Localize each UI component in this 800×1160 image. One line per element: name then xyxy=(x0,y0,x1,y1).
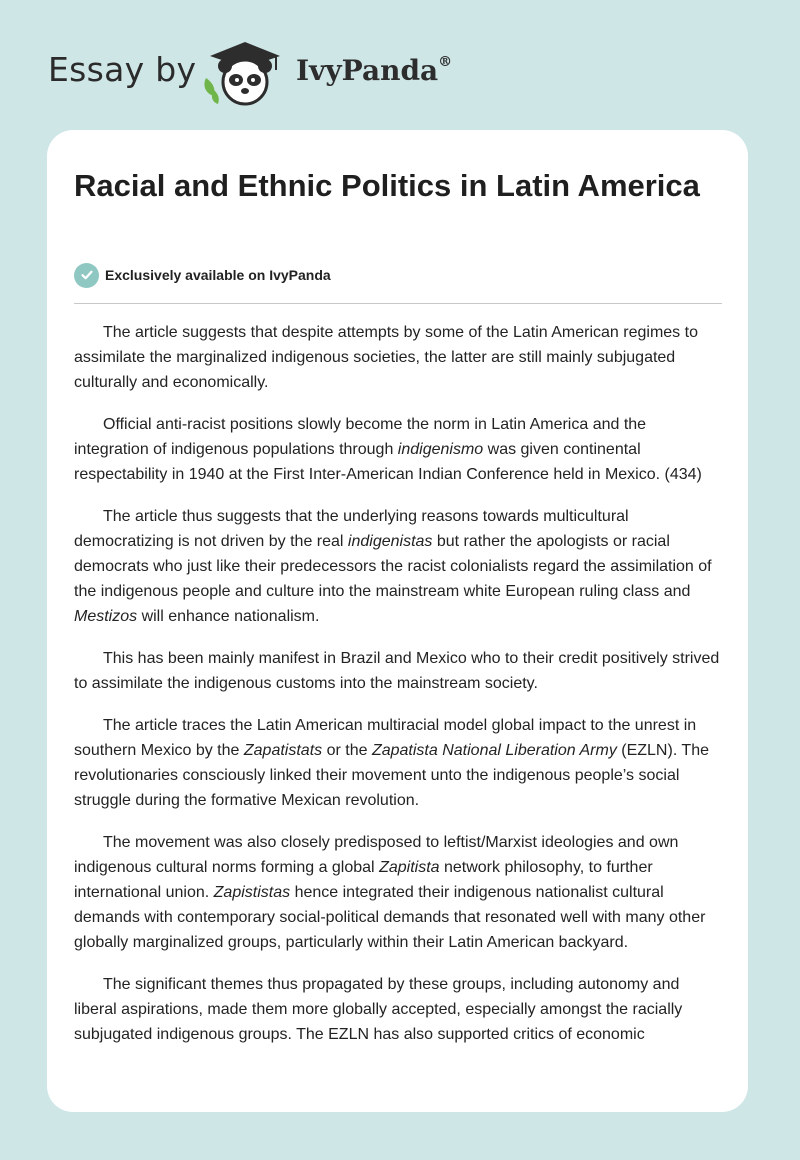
brand-name[interactable] xyxy=(296,54,452,87)
divider xyxy=(74,303,722,304)
paragraph xyxy=(74,713,724,813)
text-run: network philosophy, to further international union. xyxy=(74,859,653,901)
text-run: hence integrated their indigenous nationalist cultural demands with contemporary social-political demands that resonated well with many other globally marginalized groups, particularly within their Latin American backyard. xyxy=(74,884,706,951)
page-title: Racial and Ethnic Politics in Latin America xyxy=(74,168,700,203)
text-run: The movement was also closely predisposed to leftist/Marxist ideologies and own indigenous cultural norms forming a global xyxy=(74,834,679,876)
text-run: The article thus suggests that the underlying reasons towards multicultural democratizing is not driven by the real xyxy=(74,508,629,550)
text-run: Official anti-racist positions slowly become the norm in Latin America and the integration of indigenous populations through xyxy=(74,416,647,458)
text-run: or the xyxy=(322,742,372,759)
paragraph xyxy=(74,646,724,696)
article-card xyxy=(47,130,748,1112)
text-run: but rather the apologists or racial democrats who just like their predecessors the racist colonialists regard the assimilation of the indigenous people and culture into the mainstream white European ruling class and xyxy=(74,533,712,600)
paragraph xyxy=(74,412,724,487)
essay-by-label: Essay by xyxy=(48,50,197,89)
paragraph xyxy=(74,320,724,395)
italic-term: Zapatista National Liberation Army xyxy=(371,742,617,759)
italic-term: Zapististas xyxy=(213,884,291,901)
paragraph xyxy=(74,972,724,1047)
italic-term: Mestizos xyxy=(74,608,138,625)
paragraph xyxy=(74,504,724,629)
text-run: will enhance nationalism. xyxy=(137,608,320,625)
text-run: was given continental respectability in 1940 at the First Inter-American Indian Conference held in Mexico. (434) xyxy=(74,441,702,483)
text-run: The significant themes thus propagated by these groups, including autonomy and liberal aspirations, made them more globally accepted, especially amongst the racially subjugated indigenous groups. The EZLN has also supported critics of economic xyxy=(74,976,683,1043)
ivypanda-logo-icon[interactable] xyxy=(200,38,290,108)
text-run: The article traces the Latin American multiracial model global impact to the unrest in southern Mexico by the xyxy=(74,717,697,759)
brand-text: IvyPanda xyxy=(296,54,439,87)
italic-term: Zapitista xyxy=(379,859,440,876)
exclusive-badge xyxy=(74,262,331,288)
badge-label: Exclusively available on IvyPanda xyxy=(105,267,331,283)
article-body xyxy=(74,320,724,1064)
check-circle-icon xyxy=(74,263,99,288)
site-header xyxy=(0,0,800,130)
text-run: The article suggests that despite attempts by some of the Latin American regimes to assimilate the marginalized indigenous societies, the latter are still mainly subjugated culturally and economically. xyxy=(74,324,698,391)
italic-term: indigenistas xyxy=(347,533,433,550)
italic-term: Zapatistats xyxy=(243,742,323,759)
italic-term: indigenismo xyxy=(397,441,484,458)
text-run: This has been mainly manifest in Brazil and Mexico who to their credit positively strived to assimilate the indigenous customs into the mainstream society. xyxy=(74,650,720,692)
paragraph xyxy=(74,830,724,955)
registered-mark: ® xyxy=(438,53,453,70)
text-run: (EZLN). The revolutionaries consciously linked their movement unto the indigenous people’s social struggle during the formative Mexican revolution. xyxy=(74,742,709,809)
